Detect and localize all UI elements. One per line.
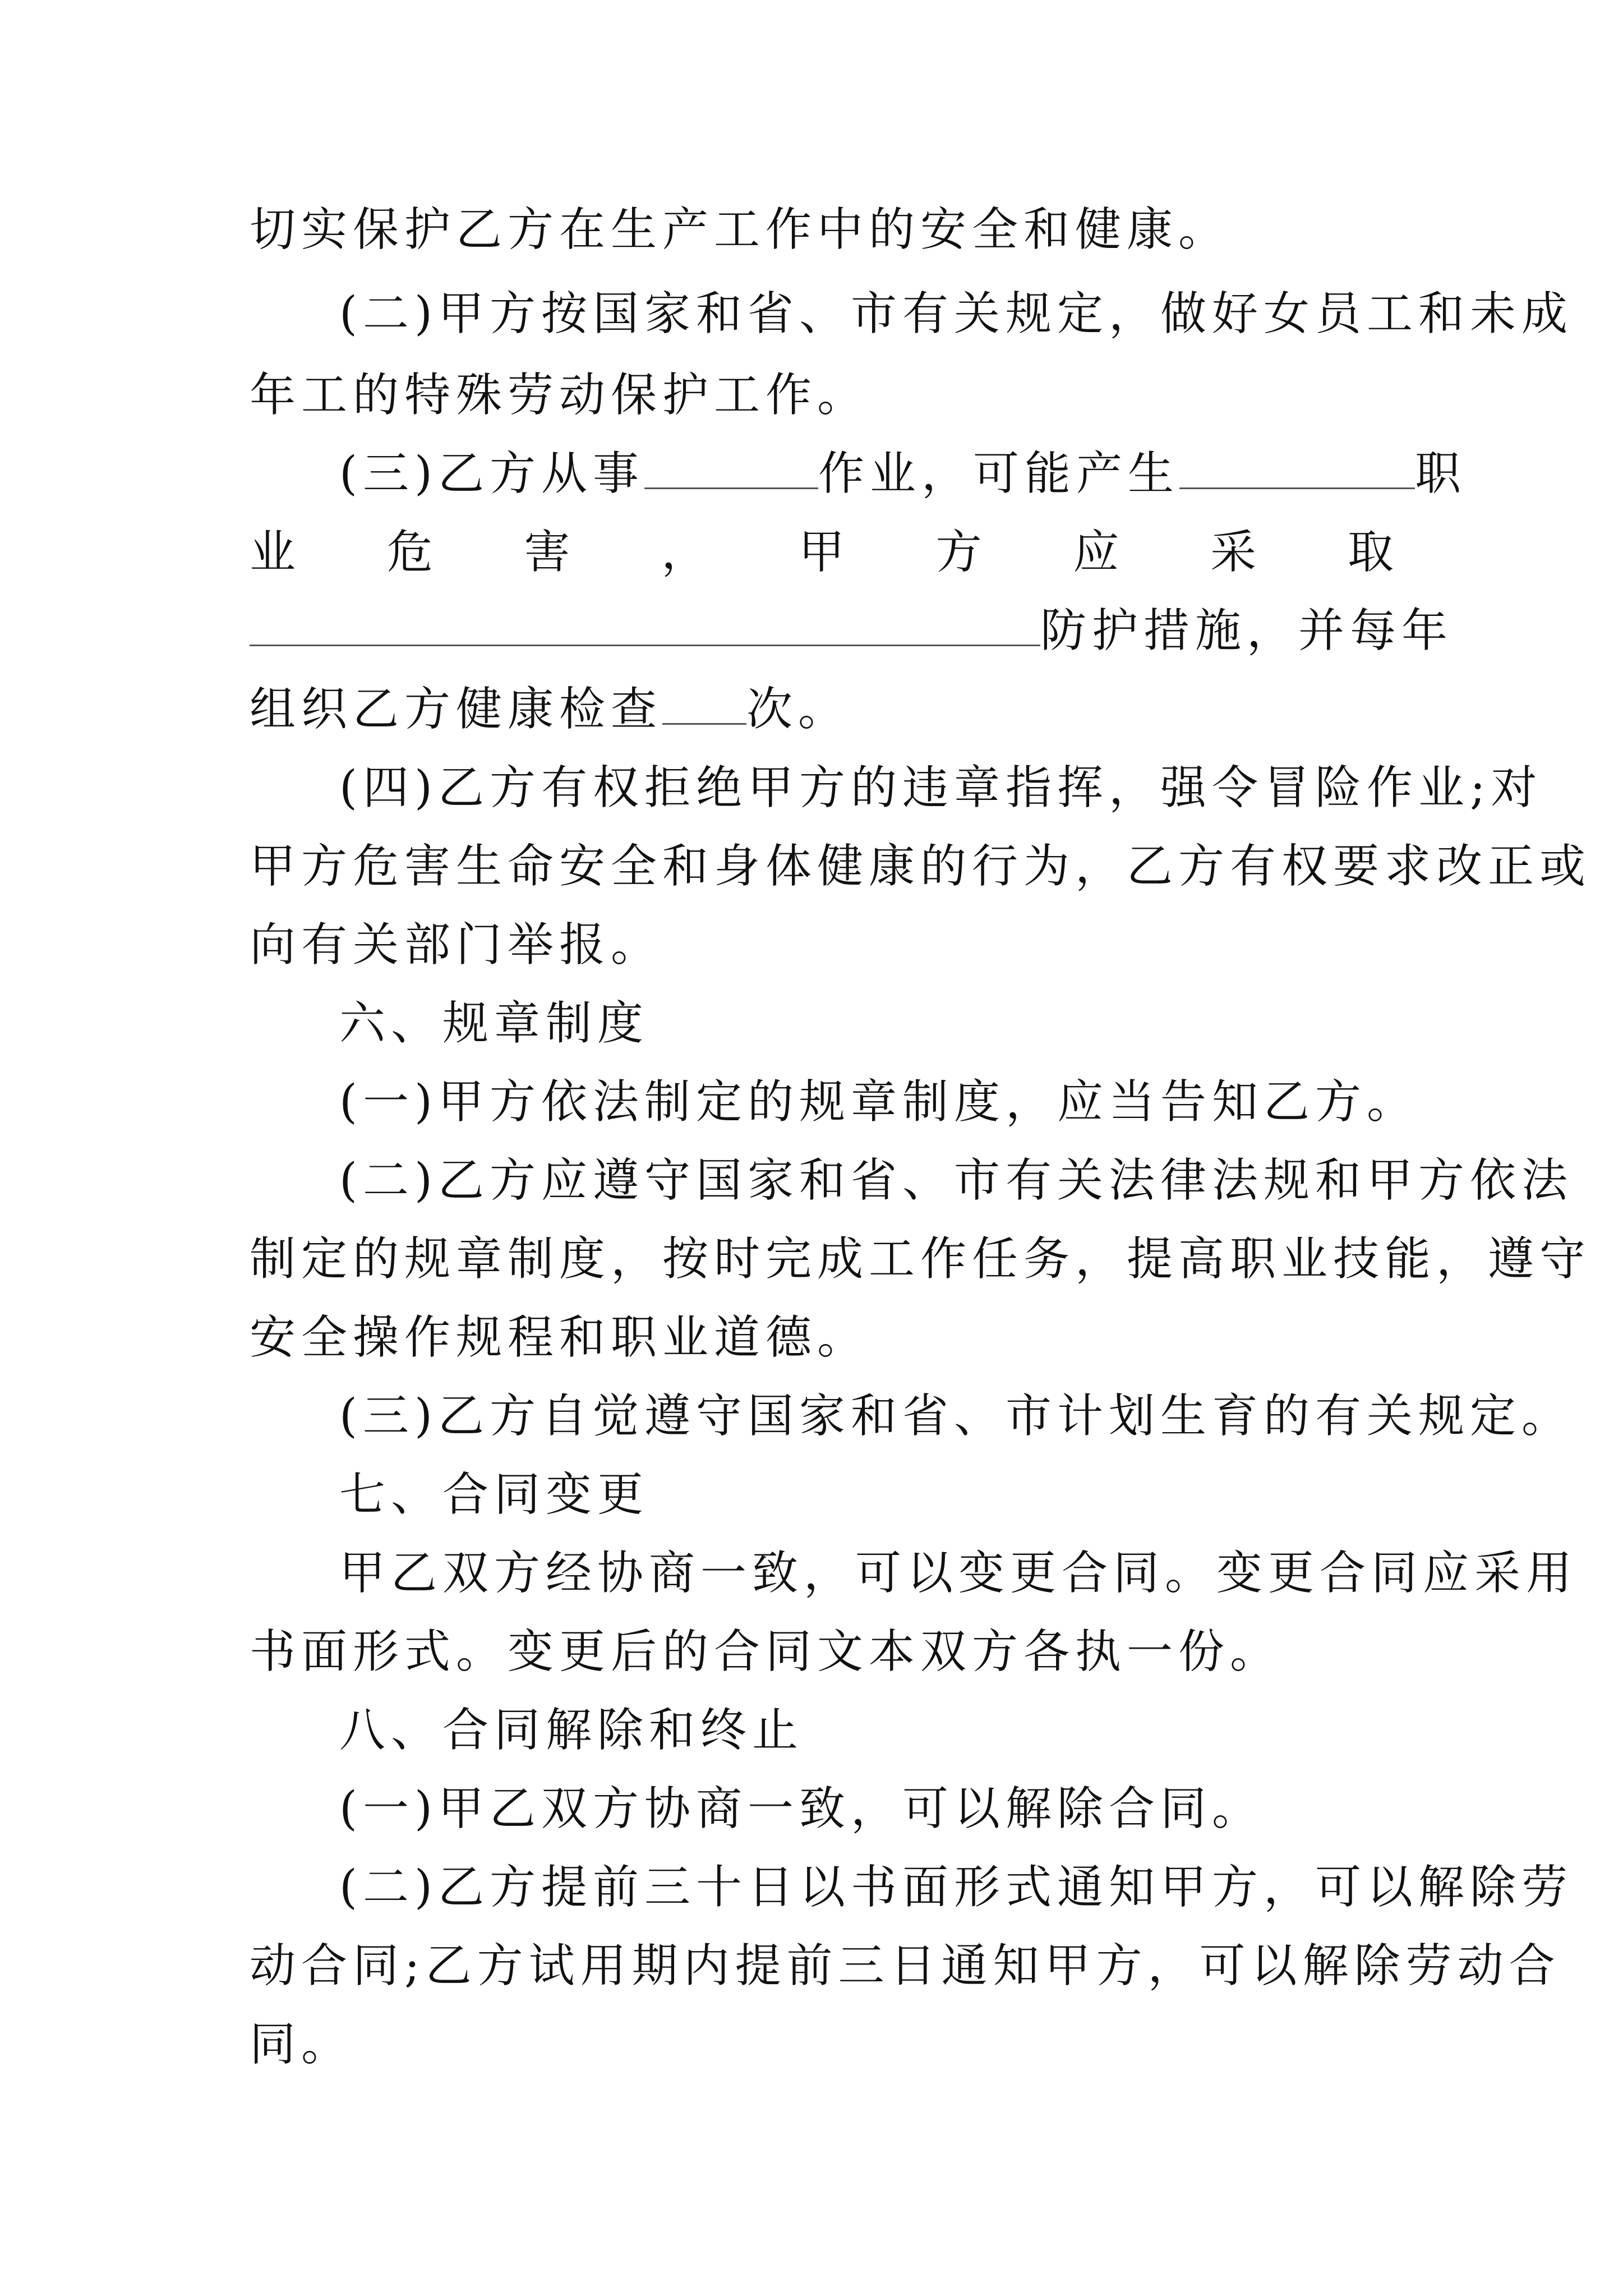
text-char: ， xyxy=(661,526,708,579)
paragraph-line: 制定的规章制度，按时完成工作任务，提高职业技能，遵守 xyxy=(250,1232,1592,1286)
section-heading: 六、规章制度 xyxy=(339,997,649,1050)
paragraph-line: (二)乙方提前三十日以书面形式通知甲方，可以解除劳 xyxy=(339,1861,1573,1914)
fill-in-blank[interactable] xyxy=(1179,446,1415,489)
text-char: 危 xyxy=(386,526,433,579)
paragraph-line: 书面形式。变更后的合同文本双方各执一份。 xyxy=(250,1625,1282,1678)
paragraph-line: 同。 xyxy=(250,2018,353,2071)
text-char: 方 xyxy=(935,526,982,579)
paragraph-line: 动合同;乙方试用期内提前三日通知甲方，可以解除劳动合 xyxy=(250,1939,1561,1993)
text-char: 甲 xyxy=(798,526,845,579)
paragraph-line: 甲乙双方经协商一致，可以变更合同。变更合同应采用 xyxy=(339,1547,1578,1600)
paragraph-line: 甲方危害生命安全和身体健康的行为，乙方有权要求改正或 xyxy=(250,840,1592,893)
text-segment: (三)乙方从事 xyxy=(339,447,644,500)
text-segment: 作业，可能产生 xyxy=(818,447,1179,500)
text-segment: 职 xyxy=(1415,447,1467,500)
text-char: 业 xyxy=(250,526,296,579)
paragraph-line: (三)乙方自觉遵守国家和省、市计划生育的有关规定。 xyxy=(339,1389,1573,1443)
text-char: 采 xyxy=(1210,526,1257,579)
paragraph-line xyxy=(339,446,1623,502)
fill-in-blank[interactable] xyxy=(662,682,746,725)
section-heading: 七、合同变更 xyxy=(339,1468,649,1521)
paragraph-line: (四)乙方有权拒绝甲方的违章指挥，强令冒险作业;对 xyxy=(339,761,1543,815)
paragraph-line: 切实保护乙方在生产工作中的安全和健康。 xyxy=(250,203,1230,256)
paragraph-line: 年工的特殊劳动保护工作。 xyxy=(250,369,869,422)
fill-in-blank[interactable] xyxy=(644,446,818,489)
text-char: 取 xyxy=(1347,526,1394,579)
paragraph-line xyxy=(250,603,1623,659)
text-segment: 防护措施，并每年 xyxy=(1040,604,1454,657)
text-char: 害 xyxy=(524,526,570,579)
text-segment: 次。 xyxy=(746,683,850,736)
fill-in-blank[interactable] xyxy=(250,603,1040,646)
text-char: 应 xyxy=(1073,526,1119,579)
paragraph-line: (一)甲乙双方协商一致，可以解除合同。 xyxy=(339,1782,1264,1835)
section-heading: 八、合同解除和终止 xyxy=(339,1704,804,1757)
paragraph-line: (二)乙方应遵守国家和省、市有关法律法规和甲方依法 xyxy=(339,1154,1573,1207)
justified-line xyxy=(250,524,1394,581)
paragraph-line: 向有关部门举报。 xyxy=(250,918,663,972)
paragraph-line xyxy=(250,682,1623,738)
paragraph-line: (一)甲方依法制定的规章制度，应当告知乙方。 xyxy=(339,1075,1418,1129)
paragraph-line: (二)甲方按国家和省、市有关规定，做好女员工和未成 xyxy=(339,287,1573,341)
paragraph-line: 安全操作规程和职业道德。 xyxy=(250,1311,869,1364)
text-segment: 组织乙方健康检查 xyxy=(250,683,663,736)
